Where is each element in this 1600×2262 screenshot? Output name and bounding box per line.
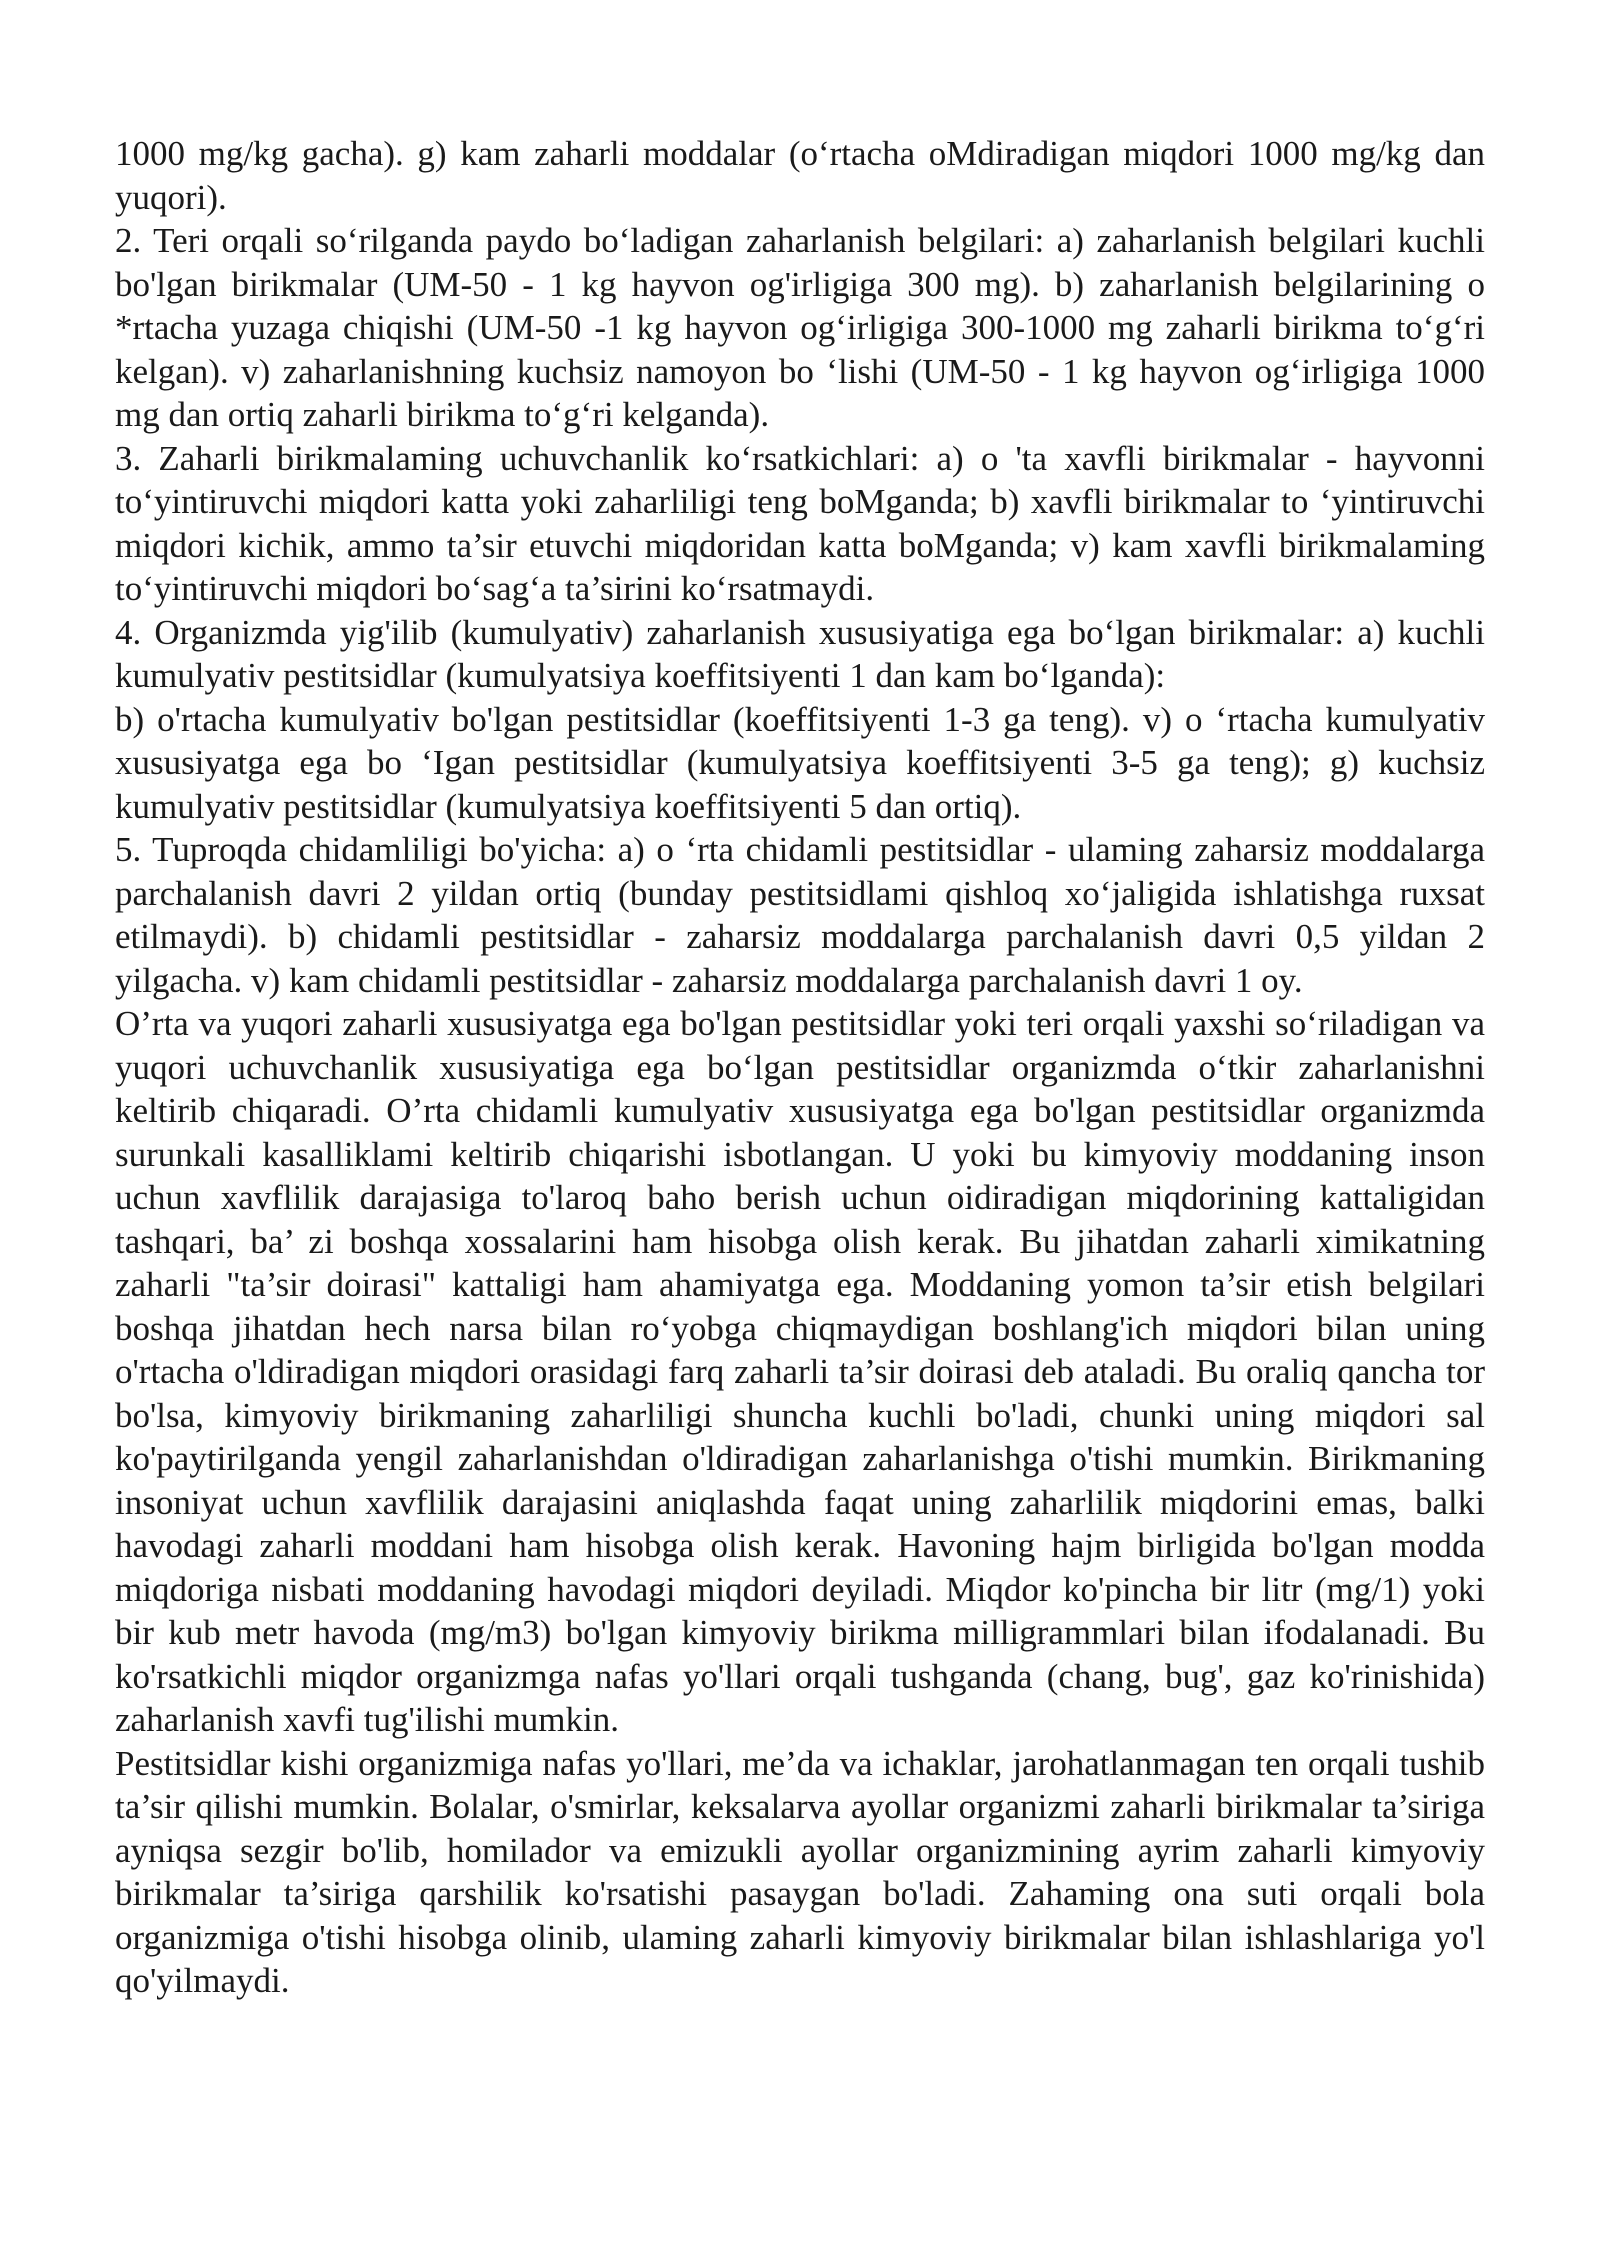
paragraph-soil-persistence: 5. Tuproqda chidamliligi bo'yicha: a) o ‘rta chidamli pestitsidlar - ulaming zaharsiz moddalarga parchalanish davri 2 yildan ortiq (bunday pestitsidlami qishloq xo‘jaligida ishlatishga ruxsat etilmaydi). b) chidamli pestitsidlar - zaharsiz moddalarga parchalanish davri 0,5 yildan 2 yilgacha. v) kam chidamli pestitsidlar - zaharsiz moddalarga parchalanish davri 1 oy. bbox=[115, 830, 1485, 1000]
paragraph-cumulative-a: 4. Organizmda yig'ilib (kumulyativ) zaharlanish xususiyatiga ega bo‘lgan birikmalar: a) kuchli kumulyativ pestitsidlar (kumulyatsiya koeffitsiyenti 1 dan kam bo‘lganda): bbox=[115, 612, 1485, 695]
paragraph-skin-absorption: 2. Teri orqali so‘rilganda paydo bo‘ladigan zaharlanish belgilari: a) zaharlanish belgilari kuchli bo'lgan birikmalar (UM-50 - 1 kg hayvon og'irligiga 300 mg). b) zaharlanish belgilarining o *rtacha yuzaga chiqishi (UM-50 -1 kg hayvon og‘irligiga 300-1000 mg zaharli birikma to‘g‘ri kelgan). v) zaharlanishning kuchsiz namoyon bo ‘lishi (UM-50 - 1 kg hayvon og‘irligiga 1000 mg dan ortiq zaharli birikma to‘g‘ri kelganda). bbox=[115, 221, 1485, 434]
paragraph-cumulative-b: b) o'rtacha kumulyativ bo'lgan pestitsidlar (koeffitsiyenti 1-3 ga teng). v) o ‘rtacha kumulyativ xususiyatga ega bo ‘Igan pestitsidlar (kumulyatsiya koeffitsiyenti 3-5 ga teng); g) kuchsiz kumulyativ pestitsidlar (kumulyatsiya koeffitsiyenti 5 dan ortiq). bbox=[115, 699, 1485, 826]
paragraph-toxicity-tail: 1000 mg/kg gacha). g) kam zaharli moddalar (o‘rtacha oMdiradigan miqdori 1000 mg/kg dan yuqori). bbox=[115, 134, 1485, 217]
paragraph-toxic-range: O’rta va yuqori zaharli xususiyatga ega bo'lgan pestitsidlar yoki teri orqali yaxshi so‘riladigan va yuqori uchuvchanlik xususiyatiga ega bo‘lgan pestitsidlar organizmda o‘tkir zaharlanishni keltirib chiqaradi. O’rta chidamli kumulyativ xususiyatga ega bo'lgan pestitsidlar organizmda surunkali kasalliklami keltirib chiqarishi isbotlangan. U yoki bu kimyoviy moddaning inson uchun xavflilik darajasiga to'laroq baho berish uchun oidiradigan miqdorining kattaligidan tashqari, ba’ zi boshqa xossalarini ham hisobga olish kerak. Bu jihatdan zaharli ximikatning zaharli "ta’sir doirasi" kattaligi ham ahamiyatga ega. Moddaning yomon ta’sir etish belgilari boshqa jihatdan hech narsa bilan ro‘yobga chiqmaydigan boshlang'ich miqdori bilan uning o'rtacha o'ldiradigan miqdori orasidagi farq zaharli ta’sir doirasi deb ataladi. Bu oraliq qancha tor bo'lsa, kimyoviy birikmaning zaharliligi shuncha kuchli bo'ladi, chunki uning miqdori sal ko'paytirilganda yengil zaharlanishdan o'ldiradigan zaharlanishga o'tishi mumkin. Birikmaning insoniyat uchun xavflilik darajasini aniqlashda faqat uning zaharlilik miqdorini emas, balki havodagi zaharli moddani ham hisobga olish kerak. Havoning hajm birligida bo'lgan modda miqdoriga nisbati moddaning havodagi miqdori deyiladi. Miqdor ko'pincha bir litr (mg/1) yoki bir kub metr havoda (mg/m3) bo'lgan kimyoviy birikma milligrammlari bilan ifodalanadi. Bu ko'rsatkichli miqdor organizmga nafas yo'llari orqali tushganda (chang, bug', gaz ko'rinishida) zaharlanish xavfi tug'ilishi mumkin. bbox=[115, 1004, 1485, 1739]
document-page bbox=[115, 132, 1485, 2003]
paragraph-exposure-routes: Pestitsidlar kishi organizmiga nafas yo'llari, me’da va ichaklar, jarohatlanmagan ten orqali tushib ta’sir qilishi mumkin. Bolalar, o'smirlar, keksalarva ayollar organizmi zaharli birikmalar ta’siriga ayniqsa sezgir bo'lib, homilador va emizukli ayollar organizmining ayrim zaharli kimyoviy birikmalar ta’siriga qarshilik ko'rsatishi pasaygan bo'ladi. Zahaming ona suti orqali bola organizmiga o'tishi hisobga olinib, ulaming zaharli kimyoviy birikmalar bilan ishlashlariga yo'l qo'yilmaydi. bbox=[115, 1743, 1485, 2000]
paragraph-volatility: 3. Zaharli birikmalaming uchuvchanlik ko‘rsatkichlari: a) o 'ta xavfli birikmalar - hayvonni to‘yintiruvchi miqdori katta yoki zaharliligi teng boMganda; b) xavfli birikmalar to ‘yintiruvchi miqdori kichik, ammo ta’sir etuvchi miqdoridan katta boMganda; v) kam xavfli birikmalaming to‘yintiruvchi miqdori bo‘sag‘a ta’sirini ko‘rsatmaydi. bbox=[115, 438, 1485, 608]
